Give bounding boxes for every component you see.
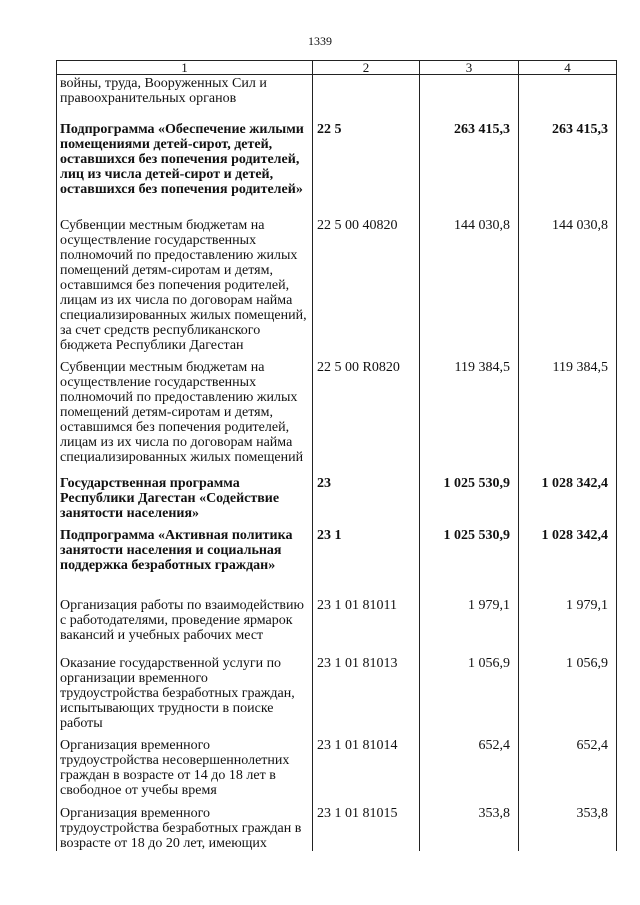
- row-name-cell: Субвенции местным бюджетам на осуществление государственных полномочий по предоставлению жилых помещений детям-сиротам и детям, оставшимся без попечения родителей, лицам из их числа по договорам найма специализированных жилых помещений, за счет средств республиканского бюджета Республики Дагестан: [57, 215, 313, 357]
- row-code-cell: 22 5 00 R0820: [313, 357, 420, 473]
- row-code-cell: [313, 75, 420, 119]
- table-row: [57, 595, 617, 653]
- row-value-2021-cell: 353,8: [420, 803, 519, 851]
- table-row: [57, 735, 617, 803]
- table-body: [57, 75, 617, 851]
- row-value-2021-cell: 263 415,3: [420, 119, 519, 215]
- row-name-cell: Оказание государственной услуги по организации временного трудоустройства безработных граждан, испытывающих трудности в поиске работы: [57, 653, 313, 735]
- table-row: [57, 473, 617, 525]
- row-code-cell: 23 1 01 81011: [313, 595, 420, 653]
- row-value-2021-cell: 1 979,1: [420, 595, 519, 653]
- row-value-2021-cell: [420, 75, 519, 119]
- row-value-2021-cell: 144 030,8: [420, 215, 519, 357]
- row-code-cell: 23 1: [313, 525, 420, 595]
- row-value-2022-cell: 1 056,9: [519, 653, 617, 735]
- row-value-2021-cell: 1 056,9: [420, 653, 519, 735]
- table-row: [57, 357, 617, 473]
- row-code-cell: 23: [313, 473, 420, 525]
- table-row: [57, 215, 617, 357]
- row-value-2022-cell: 652,4: [519, 735, 617, 803]
- row-name-cell: Субвенции местным бюджетам на осуществление государственных полномочий по предоставлению жилых помещений детям-сиротам и детям, оставшимся без попечения родителей, лицам из их числа по договорам найма специализированных жилых помещений: [57, 357, 313, 473]
- row-name-cell: Подпрограмма «Обеспечение жилыми помещениями детей-сирот, детей, оставшихся без попечения родителей, лиц из числа детей-сирот и детей, оставшихся без попечения родителей»: [57, 119, 313, 215]
- row-value-2021-cell: 1 025 530,9: [420, 473, 519, 525]
- table-row: [57, 803, 617, 851]
- row-name-cell: Организация работы по взаимодействию с работодателями, проведение ярмарок вакансий и учебных рабочих мест: [57, 595, 313, 653]
- row-value-2022-cell: 144 030,8: [519, 215, 617, 357]
- table-row: [57, 119, 617, 215]
- row-name-cell: Организация временного трудоустройства несовершеннолетних граждан в возрасте от 14 до 18 лет в свободное от учебы время: [57, 735, 313, 803]
- column-header-4: 4: [519, 61, 617, 75]
- column-header-3: 3: [420, 61, 519, 75]
- budget-table: [56, 60, 617, 851]
- header-row: [57, 61, 617, 75]
- row-code-cell: 22 5 00 40820: [313, 215, 420, 357]
- row-code-cell: 23 1 01 81015: [313, 803, 420, 851]
- row-name-cell: Подпрограмма «Активная политика занятости населения и социальная поддержка безработных граждан»: [57, 525, 313, 595]
- row-value-2022-cell: 263 415,3: [519, 119, 617, 215]
- row-value-2022-cell: 119 384,5: [519, 357, 617, 473]
- row-name-cell: Государственная программа Республики Дагестан «Содействие занятости населения»: [57, 473, 313, 525]
- column-header-1: 1: [57, 61, 313, 75]
- page-number: 1339: [308, 34, 332, 48]
- table-row: [57, 75, 617, 119]
- row-value-2021-cell: 119 384,5: [420, 357, 519, 473]
- row-value-2022-cell: 1 028 342,4: [519, 473, 617, 525]
- row-name-cell: Организация временного трудоустройства безработных граждан в возрасте от 18 до 20 лет, имеющих: [57, 803, 313, 851]
- row-code-cell: 23 1 01 81013: [313, 653, 420, 735]
- table-row: [57, 525, 617, 595]
- row-value-2022-cell: 1 028 342,4: [519, 525, 617, 595]
- row-value-2022-cell: 1 979,1: [519, 595, 617, 653]
- row-name-cell: войны, труда, Вооруженных Сил и правоохранительных органов: [57, 75, 313, 119]
- row-value-2021-cell: 1 025 530,9: [420, 525, 519, 595]
- row-value-2022-cell: 353,8: [519, 803, 617, 851]
- table-row: [57, 653, 617, 735]
- row-code-cell: 22 5: [313, 119, 420, 215]
- column-header-2: 2: [313, 61, 420, 75]
- row-value-2021-cell: 652,4: [420, 735, 519, 803]
- row-value-2022-cell: [519, 75, 617, 119]
- row-code-cell: 23 1 01 81014: [313, 735, 420, 803]
